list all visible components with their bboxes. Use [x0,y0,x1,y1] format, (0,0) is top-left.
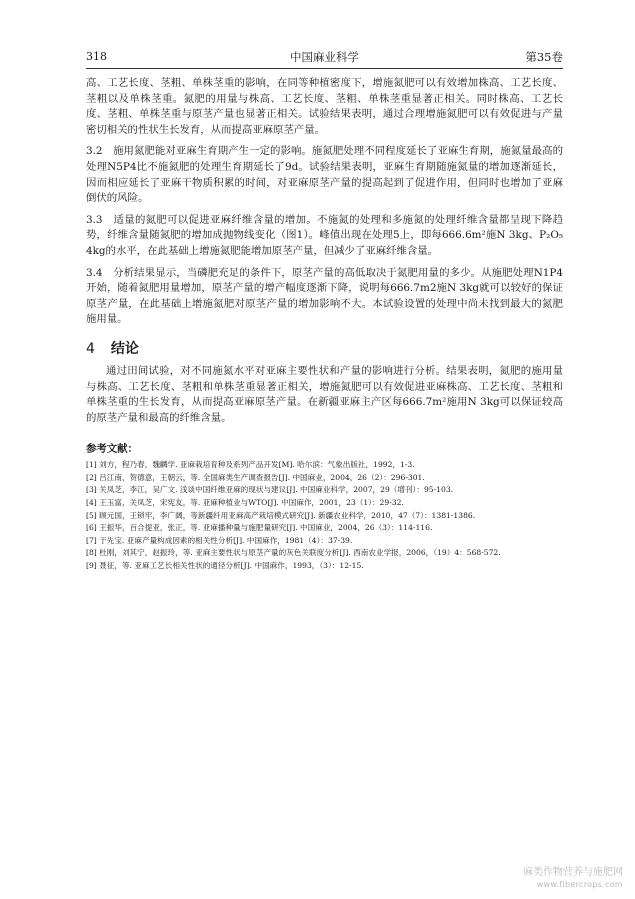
references-section [86,440,563,572]
journal-name: 中国麻业科学 [290,50,359,64]
watermark-name: 麻类作物营养与施肥网 [523,867,623,878]
section-title: 结论 [110,340,139,357]
reference-item: [3] 关凤芝，李江，吴广文. 浅谈中国纤维亚麻的现状与建议[J]. 中国麻业科学，2007，29（增刊）：95-103. [86,485,454,495]
reference-item: [4] 王玉富，关凤芝，宋宪友，等. 亚麻种植业与WTO[J]. 中国麻作，2001，23（1）：29-32. [86,498,404,508]
volume-label: 第35卷 [525,50,563,64]
article-body [86,76,563,573]
paragraph-intro: 高、工艺长度、茎粗、单株茎重的影响，在同等种植密度下，增施氮肥可以有效增加株高、工艺长度、茎粗以及单株茎重。氮肥的用量与株高、工艺长度、茎粗、单株茎重显著正相关。同时株高、工艺长度、茎粗、单株茎重与原茎产量也显著正相关。试验结果表明，通过合理增施氮肥可以有效促进与产量密切相关的性状生长发育，从而提高亚麻原茎产量。 [86,77,563,136]
header-rule [86,68,563,69]
reference-item: [5] 顾元国，王锁牢，李广阔，等新疆纤用亚麻高产栽培模式研究[J]. 新疆农业科学，2010，47（7）：1381-1386. [86,510,476,520]
reference-item: [6] 王振华，百合提亚，张正，等. 亚麻播种量与施肥量研究[J]. 中国麻业，2004，26（3）：114-116. [86,523,433,533]
conclusion-heading [86,338,563,358]
page-number: 318 [86,50,107,63]
reference-item: [9] 聂征，等. 亚麻工艺长相关性状的通径分析[J]. 中国麻作，1993，（3）：12-15. [86,561,364,571]
paragraph-3-2: 3.2 施用氮肥能对亚麻生育期产生一定的影响。施氮肥处理不同程度延长了亚麻生育期，施氮量最高的处理N5P4比不施氮肥的处理生育期延长了9d。试验结果表明，亚麻生育期随施氮量的增加逐渐延长，因而相应延长了亚麻干物质积累的时间，对亚麻原茎产量的提高起到了促进作用，但同时也增加了亚麻倒伏的风险。 [86,145,563,205]
reference-item: [2] 吕江南，贺德意，王朝云，等. 全国麻类生产调查报告[J]. 中国麻业，2004，26（2）：296-301. [86,472,425,482]
paragraph-3-3: 3.3 适量的氮肥可以促进亚麻纤维含量的增加。不施氮的处理和多施氮的处理纤维含量都呈现下降趋势，纤维含量随氮肥的增加成抛物线变化（图1）。峰值出现在处理5上，即每666.6m²施N 3kg、P₂O₅ 4kg的水平，在此基础上增施氮肥能增加原茎产量，但减少了亚麻纤维含量。 [86,213,563,257]
references-list [86,459,563,572]
watermark-url: www.fibercrops.com [536,880,623,889]
reference-item: [7] 于先宝. 亚麻产量构成因素的相关性分析[J]. 中国麻作，1981（4）：37-39. [86,535,353,545]
reference-item: [8] 杜刚，刘其宁，赵振玲，等. 亚麻主要性状与原茎产量的灰色关联度分析[J]. 西南农业学报，2006，（19）4：568-572. [86,548,501,558]
references-title: 参考文献： [86,443,138,456]
paragraph-3-4: 3.4 分析结果显示，当磷肥充足的条件下，原茎产量的高低取决于氮肥用量的多少。从施肥处理N1P4开始，随着氮肥用量增加，原茎产量的增产幅度逐渐下降，说明每666.7m2施N 3kg就可以较好的保证原茎产量，在此基础上增施氮肥对原茎产量的增加影响不大。本试验设置的处理中尚未找到最大的氮肥施用量。 [86,266,563,326]
conclusion-paragraph: 通过田间试验，对不同施氮水平对亚麻主要性状和产量的影响进行分析。结果表明，氮肥的施用量与株高、工艺长度、茎粗和单株茎重显著正相关，增施氮肥可以有效促进亚麻株高、工艺长度、茎粗和单株茎重的生长发育，从而提高亚麻原茎产量。在新疆亚麻主产区每666.7m²施用N 3kg可以保证较高的原茎产量和最高的纤维含量。 [86,364,563,424]
reference-item: [1] 刘方，程乃春，魏麟学. 亚麻栽培育种及系列产品开发[M]. 哈尔滨：气象出版社，1992，1-3. [86,460,415,470]
running-header [86,48,563,66]
site-watermark [523,867,623,891]
section-number: 4 [86,340,95,357]
